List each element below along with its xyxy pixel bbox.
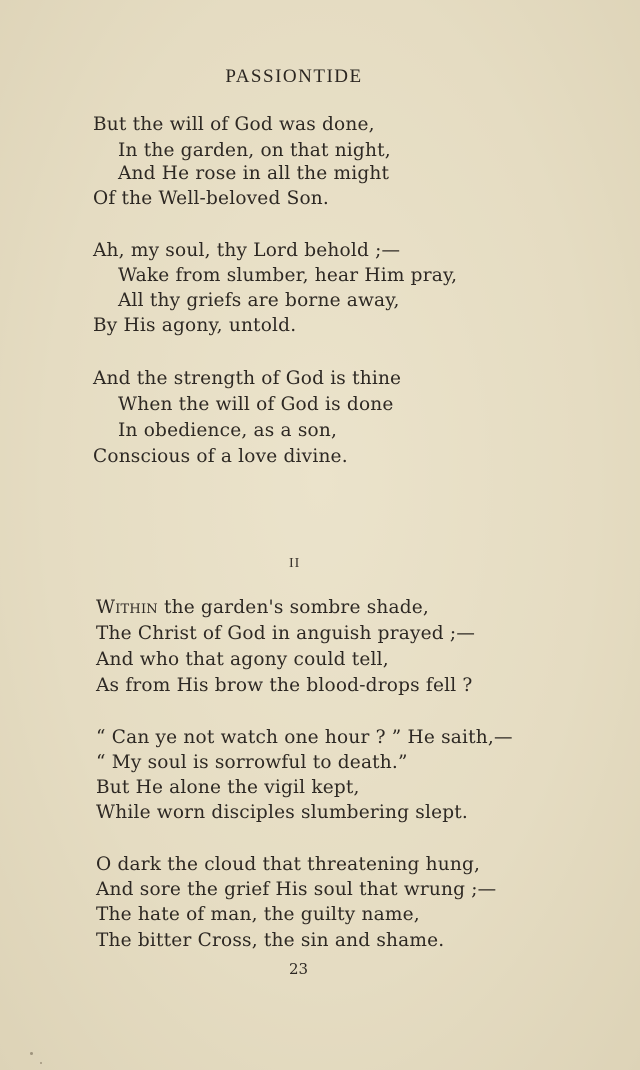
poem-line: “ My soul is sorrowful to death.” bbox=[96, 752, 408, 773]
poem-line: “ Can ye not watch one hour ? ” He saith,— bbox=[96, 727, 513, 748]
poem-line: But He alone the vigil kept, bbox=[96, 777, 360, 798]
poem-line: By His agony, untold. bbox=[93, 315, 297, 336]
poem-line: O dark the cloud that threatening hung, bbox=[96, 854, 481, 875]
poem-line: As from His brow the blood-drops fell ? bbox=[96, 675, 473, 696]
section-numeral: II bbox=[289, 556, 301, 571]
poem-line: While worn disciples slumbering slept. bbox=[96, 802, 468, 823]
opening-word: Within bbox=[96, 597, 158, 618]
poem-line: In the garden, on that night, bbox=[118, 140, 391, 161]
paper-speck bbox=[30, 1052, 33, 1055]
poem-line: The Christ of God in anguish prayed ;— bbox=[96, 623, 476, 644]
poem-line: The hate of man, the guilty name, bbox=[96, 904, 420, 925]
poem-line: Of the Well-beloved Son. bbox=[93, 188, 329, 209]
poem-line: Conscious of a love divine. bbox=[93, 446, 348, 467]
poem-line: When the will of God is done bbox=[118, 394, 394, 415]
page-number: 23 bbox=[289, 960, 309, 978]
poem-line: In obedience, as a son, bbox=[118, 420, 338, 441]
poem-line: And who that agony could tell, bbox=[96, 649, 389, 670]
poem-line: The bitter Cross, the sin and shame. bbox=[96, 930, 445, 951]
running-head: PASSIONTIDE bbox=[225, 66, 363, 87]
poem-line: And the strength of God is thine bbox=[93, 368, 402, 389]
poem-line: Ah, my soul, thy Lord behold ;— bbox=[93, 240, 401, 261]
opening-line-rest: the garden's sombre shade, bbox=[157, 597, 430, 618]
poem-line: All thy griefs are borne away, bbox=[118, 290, 400, 311]
poem-line: And sore the grief His soul that wrung ;— bbox=[96, 879, 497, 900]
paper-speck bbox=[40, 1062, 42, 1064]
poem-line: But the will of God was done, bbox=[93, 114, 375, 135]
poem-line bbox=[96, 597, 429, 618]
poem-line: Wake from slumber, hear Him pray, bbox=[118, 265, 458, 286]
poem-line: And He rose in all the might bbox=[118, 163, 390, 184]
